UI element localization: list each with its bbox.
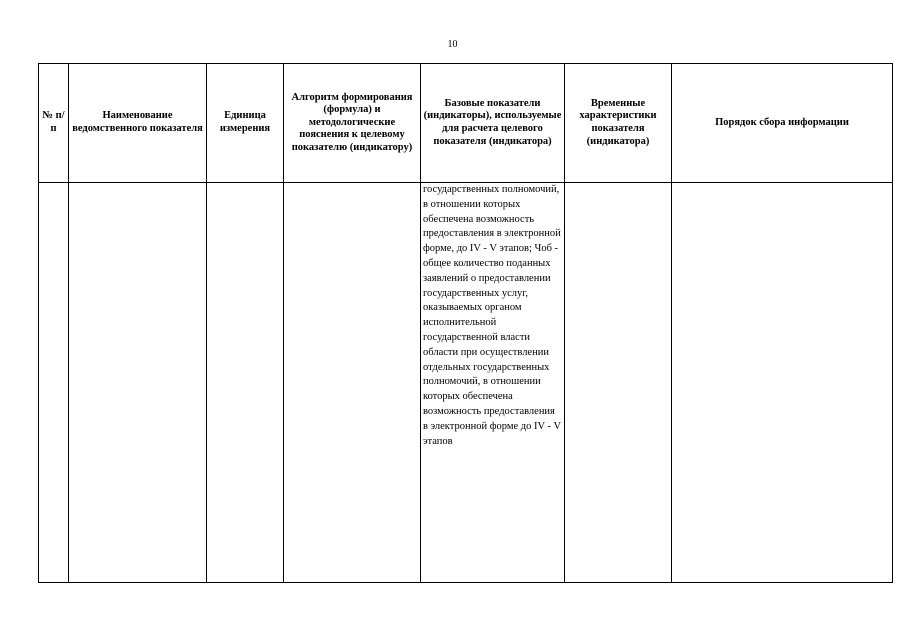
header-indicator-name: Наименование ведомственного показателя: [69, 64, 207, 183]
indicators-table: [38, 63, 893, 583]
cell-collection-procedure: [672, 183, 893, 583]
header-row-number: № п/п: [39, 64, 69, 183]
cell-row-number: [39, 183, 69, 583]
header-collection-procedure: Порядок сбора информации: [672, 64, 893, 183]
header-base-indicators: Базовые показатели (индикаторы), используемые для расчета целевого показателя (индикатора): [421, 64, 565, 183]
table-row: [39, 183, 893, 583]
cell-unit: [207, 183, 284, 583]
cell-indicator-name: [69, 183, 207, 583]
cell-algorithm: [284, 183, 421, 583]
header-unit: Единица измерения: [207, 64, 284, 183]
page-number: 10: [447, 39, 458, 50]
header-time-characteristics: Временные характеристики показателя (индикатора): [565, 64, 672, 183]
cell-base-indicators: государственных полномочий, в отношении которых обеспечена возможность предоставления в электронной форме, до IV - V этапов; Чоб - общее количество поданных заявлений о предоставлении государственных услуг, оказываемых органом исполнительной государственной власти области при осуществлении отдельных государственных полномочий, в отношении которых обеспечена возможность предоставления в электронной форме до IV - V этапов: [421, 183, 565, 583]
cell-time-characteristics: [565, 183, 672, 583]
header-algorithm: Алгоритм формирования (формула) и методологические пояснения к целевому показателю (индикатору): [284, 64, 421, 183]
table-header-row: [39, 64, 893, 183]
